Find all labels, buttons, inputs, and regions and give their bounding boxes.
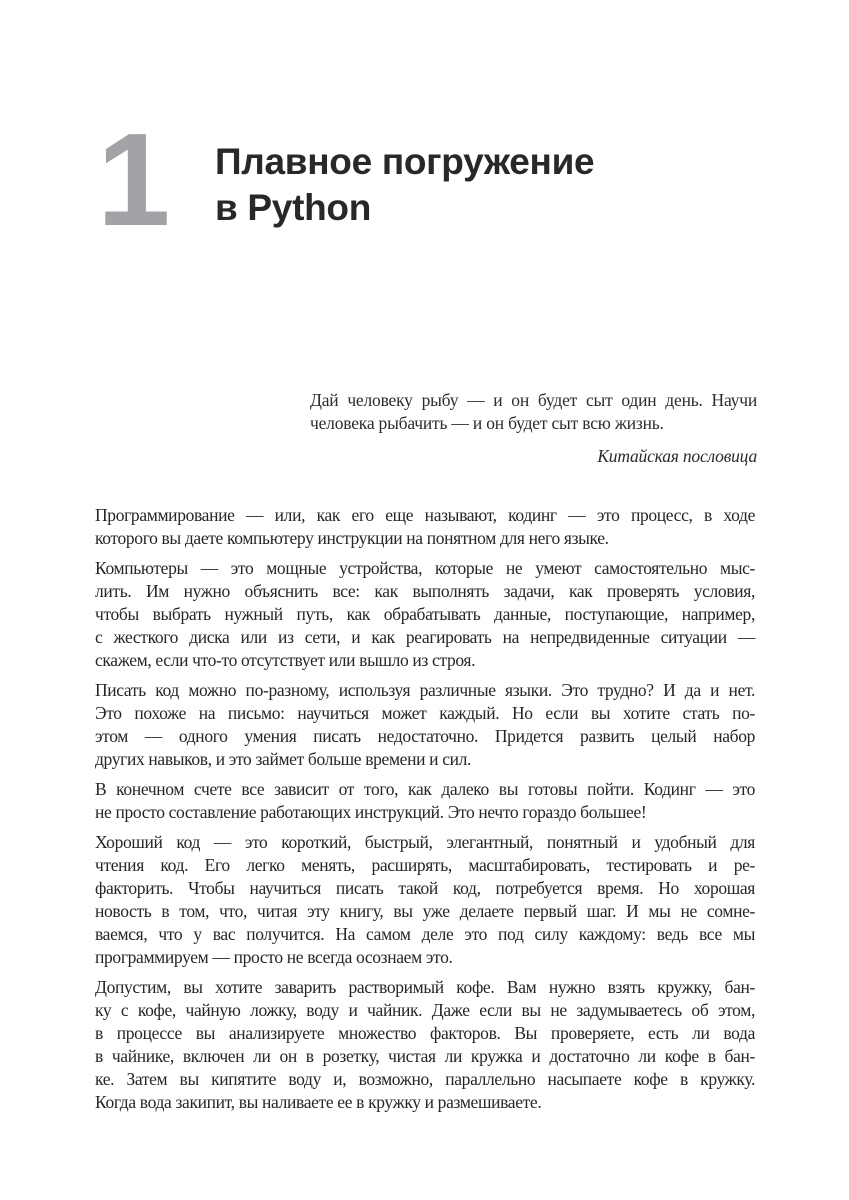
body-line: Хороший код — это короткий, быстрый, элегантный, понятный и удобный для <box>95 832 755 852</box>
body-line: Когда вода закипит, вы наливаете ее в кружку и размешиваете. <box>95 1092 542 1112</box>
epigraph-line: Дай человеку рыбу — и он будет сыт один день. Научи <box>310 390 757 410</box>
body-line: ке. Затем вы кипятите воду и, возможно, параллельно насыпаете кофе в кружку. <box>95 1069 755 1089</box>
body-line: чтобы выбрать нужный путь, как обрабатывать данные, поступающие, например, <box>95 604 755 624</box>
body-line: ваемся, что у вас получится. На самом деле это под силу каждому: ведь все мы <box>95 924 755 944</box>
chapter-title-line-2: в Python <box>215 187 372 228</box>
body-line: чтения код. Его легко менять, расширять, масштабировать, тестировать и ре- <box>95 855 755 875</box>
body-line: Допустим, вы хотите заварить растворимый кофе. Вам нужно взять кружку, бан- <box>95 977 755 997</box>
body-line: этом — одного умения писать недостаточно. Придется развить целый набор <box>95 726 755 746</box>
body-line: в чайнике, включен ли он в розетку, чистая ли кружка и достаточно ли кофе в бан- <box>95 1046 755 1066</box>
body-text <box>95 504 755 1121</box>
paragraph <box>95 831 755 969</box>
body-line: Компьютеры — это мощные устройства, которые не умеют самостоятельно мыс- <box>95 558 755 578</box>
paragraph <box>95 778 755 824</box>
body-line: факторить. Чтобы научиться писать такой код, потребуется время. Но хорошая <box>95 878 755 898</box>
paragraph <box>95 976 755 1114</box>
epigraph-attribution: Китайская пословица <box>597 446 757 466</box>
body-line: В конечном счете все зависит от того, как далеко вы готовы пойти. Кодинг — это <box>95 779 755 799</box>
chapter-number: 1 <box>97 106 171 253</box>
body-line: которого вы даете компьютеру инструкции на понятном для него языке. <box>95 528 609 548</box>
body-line: новость в том, что, читая эту книгу, вы уже делаете первый шаг. И мы не сомне- <box>95 901 755 921</box>
body-line: ку с кофе, чайную ложку, воду и чайник. Даже если вы не задумываетесь об этом, <box>95 1000 755 1020</box>
body-line: программируем — просто не всегда осознаем это. <box>95 947 453 967</box>
body-line: не просто составление работающих инструкций. Это нечто гораздо большее! <box>95 802 647 822</box>
chapter-title-line-1: Плавное погружение <box>215 141 595 182</box>
body-line: в процессе вы анализируете множество факторов. Вы проверяете, есть ли вода <box>95 1023 755 1043</box>
paragraph <box>95 557 755 672</box>
epigraph-line: человека рыбачить — и он будет сыт всю жизнь. <box>310 413 664 433</box>
body-line: с жесткого диска или из сети, и как реагировать на непредвиденные ситуации — <box>95 627 755 647</box>
body-line: лить. Им нужно объяснить все: как выполнять задачи, как проверять условия, <box>95 581 755 601</box>
chapter-title <box>215 139 594 231</box>
body-line: скажем, если что-то отсутствует или вышло из строя. <box>95 650 476 670</box>
paragraph <box>95 679 755 771</box>
body-line: Программирование — или, как его еще называют, кодинг — это процесс, в ходе <box>95 505 755 525</box>
body-line: других навыков, и это займет больше времени и сил. <box>95 749 472 769</box>
paragraph <box>95 504 755 550</box>
body-line: Писать код можно по-разному, используя различные языки. Это трудно? И да и нет. <box>95 680 755 700</box>
body-line: Это похоже на письмо: научиться может каждый. Но если вы хотите стать по- <box>95 703 755 723</box>
epigraph <box>310 389 757 468</box>
